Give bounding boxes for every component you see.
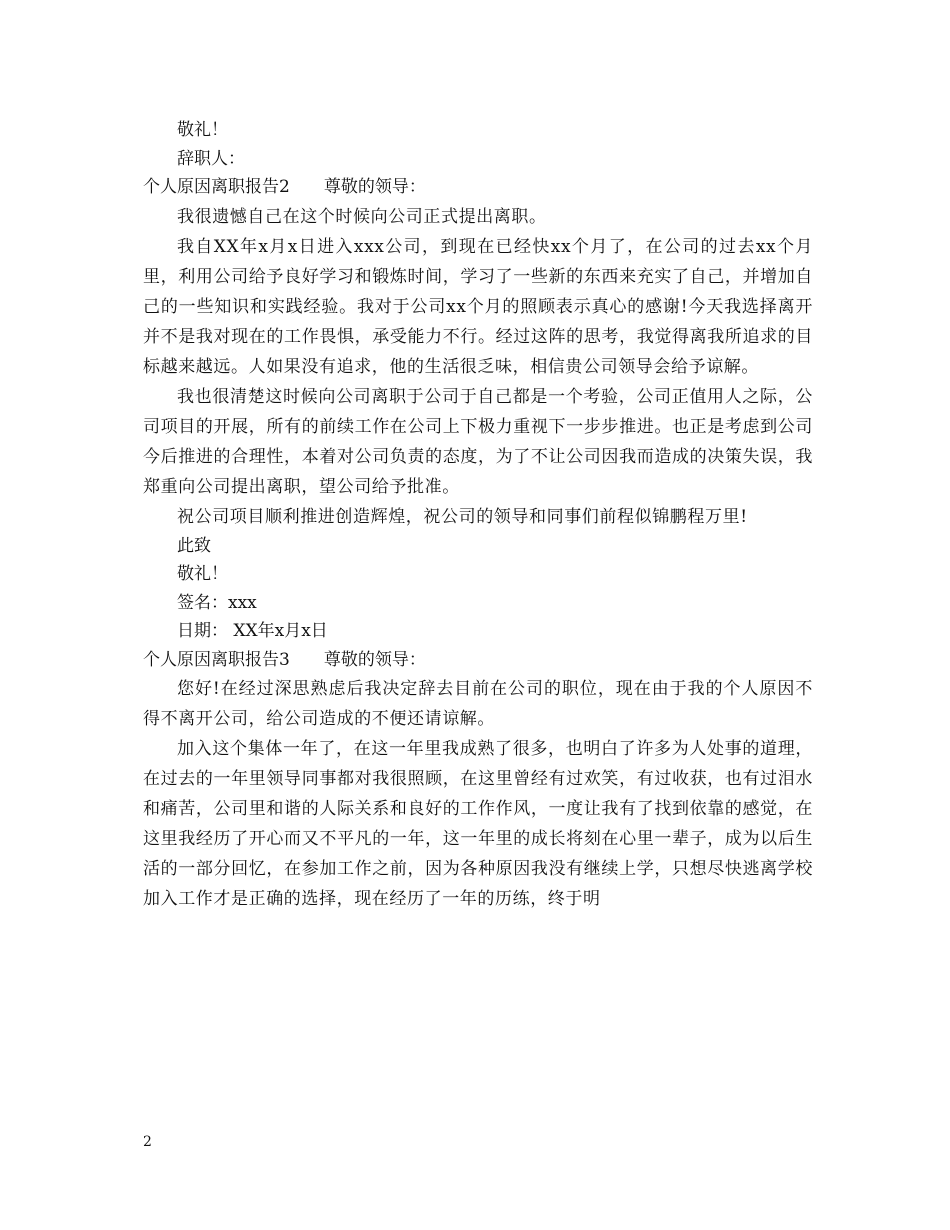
report-3-paragraph-2: 加入这个集体一年了，在这一年里我成熟了很多，也明白了许多为人处事的道理，在过去的一年里领导同事都对我很照顾，在这里曾经有过欢笑，有过收获，也有过泪水和痛苦，公司里和谐的人际关系和良好的工作作风，一度让我有了找到依靠的感觉，在这里我经历了开心而又不平凡的一年，这一年里的成长将刻在心里一辈子，成为以后生活的一部分回忆，在参加工作之前，因为各种原因我没有继续上学，只想尽快逃离学校加入工作才是正确的选择，现在经历了一年的历练，终于明 xyxy=(143,739,813,909)
resigner-label: 辞职人： xyxy=(177,148,245,169)
report-2-closing: 此致 xyxy=(177,535,211,556)
report-2-greeting: 尊敬的领导： xyxy=(323,177,426,197)
report-2-date: 日期： XX年x月x日 xyxy=(177,621,328,641)
report-2-title: 个人原因离职报告2 xyxy=(143,177,290,197)
report-3-heading xyxy=(143,646,813,675)
report-2-signature: 签名：xxx xyxy=(177,592,257,613)
report-3-paragraph-1: 您好!在经过深思熟虑后我决定辞去目前在公司的职位，现在由于我的个人原因不得不离开公司，给公司造成的不便还请谅解。 xyxy=(143,679,813,729)
report-2-paragraph-2: 我自XX年x月x日进入xxx公司，到现在已经快xx个月了，在公司的过去xx个月里，利用公司给予良好学习和锻炼时间，学习了一些新的东西来充实了自己，并增加自己的一些知识和实践经验。我对于公司xx个月的照顾表示真心的感谢!今天我选择离开并不是我对现在的工作畏惧，承受能力不行。经过这阵的思考，我觉得离我所追求的目标越来越远。人如果没有追求，他的生活很乏味，相信贵公司领导会给予谅解。 xyxy=(143,236,813,377)
report-2-paragraph-1: 我很遗憾自己在这个时候向公司正式提出离职。 xyxy=(177,206,547,227)
document-body xyxy=(143,116,813,914)
report-2-heading xyxy=(143,173,813,202)
report-3-title: 个人原因离职报告3 xyxy=(143,649,290,670)
report-2-salute: 敬礼！ xyxy=(177,564,228,584)
report-2-paragraph-4: 祝公司项目顺利推进创造辉煌，祝公司的领导和同事们前程似锦鹏程万里! xyxy=(177,506,748,527)
report-3-greeting: 尊敬的领导： xyxy=(323,649,426,670)
closing-salute: 敬礼！ xyxy=(177,120,228,140)
report-2-paragraph-3: 我也很清楚这时候向公司离职于公司于自己都是一个考验，公司正值用人之际，公司项目的开展，所有的前续工作在公司上下极力重视下一步步推进。也正是考虑到公司今后推进的合理性，本着对公司负责的态度，为了不让公司因我而造成的决策失误，我郑重向公司提出离职，望公司给予批准。 xyxy=(143,386,813,497)
page-number: 2 xyxy=(143,1134,152,1150)
